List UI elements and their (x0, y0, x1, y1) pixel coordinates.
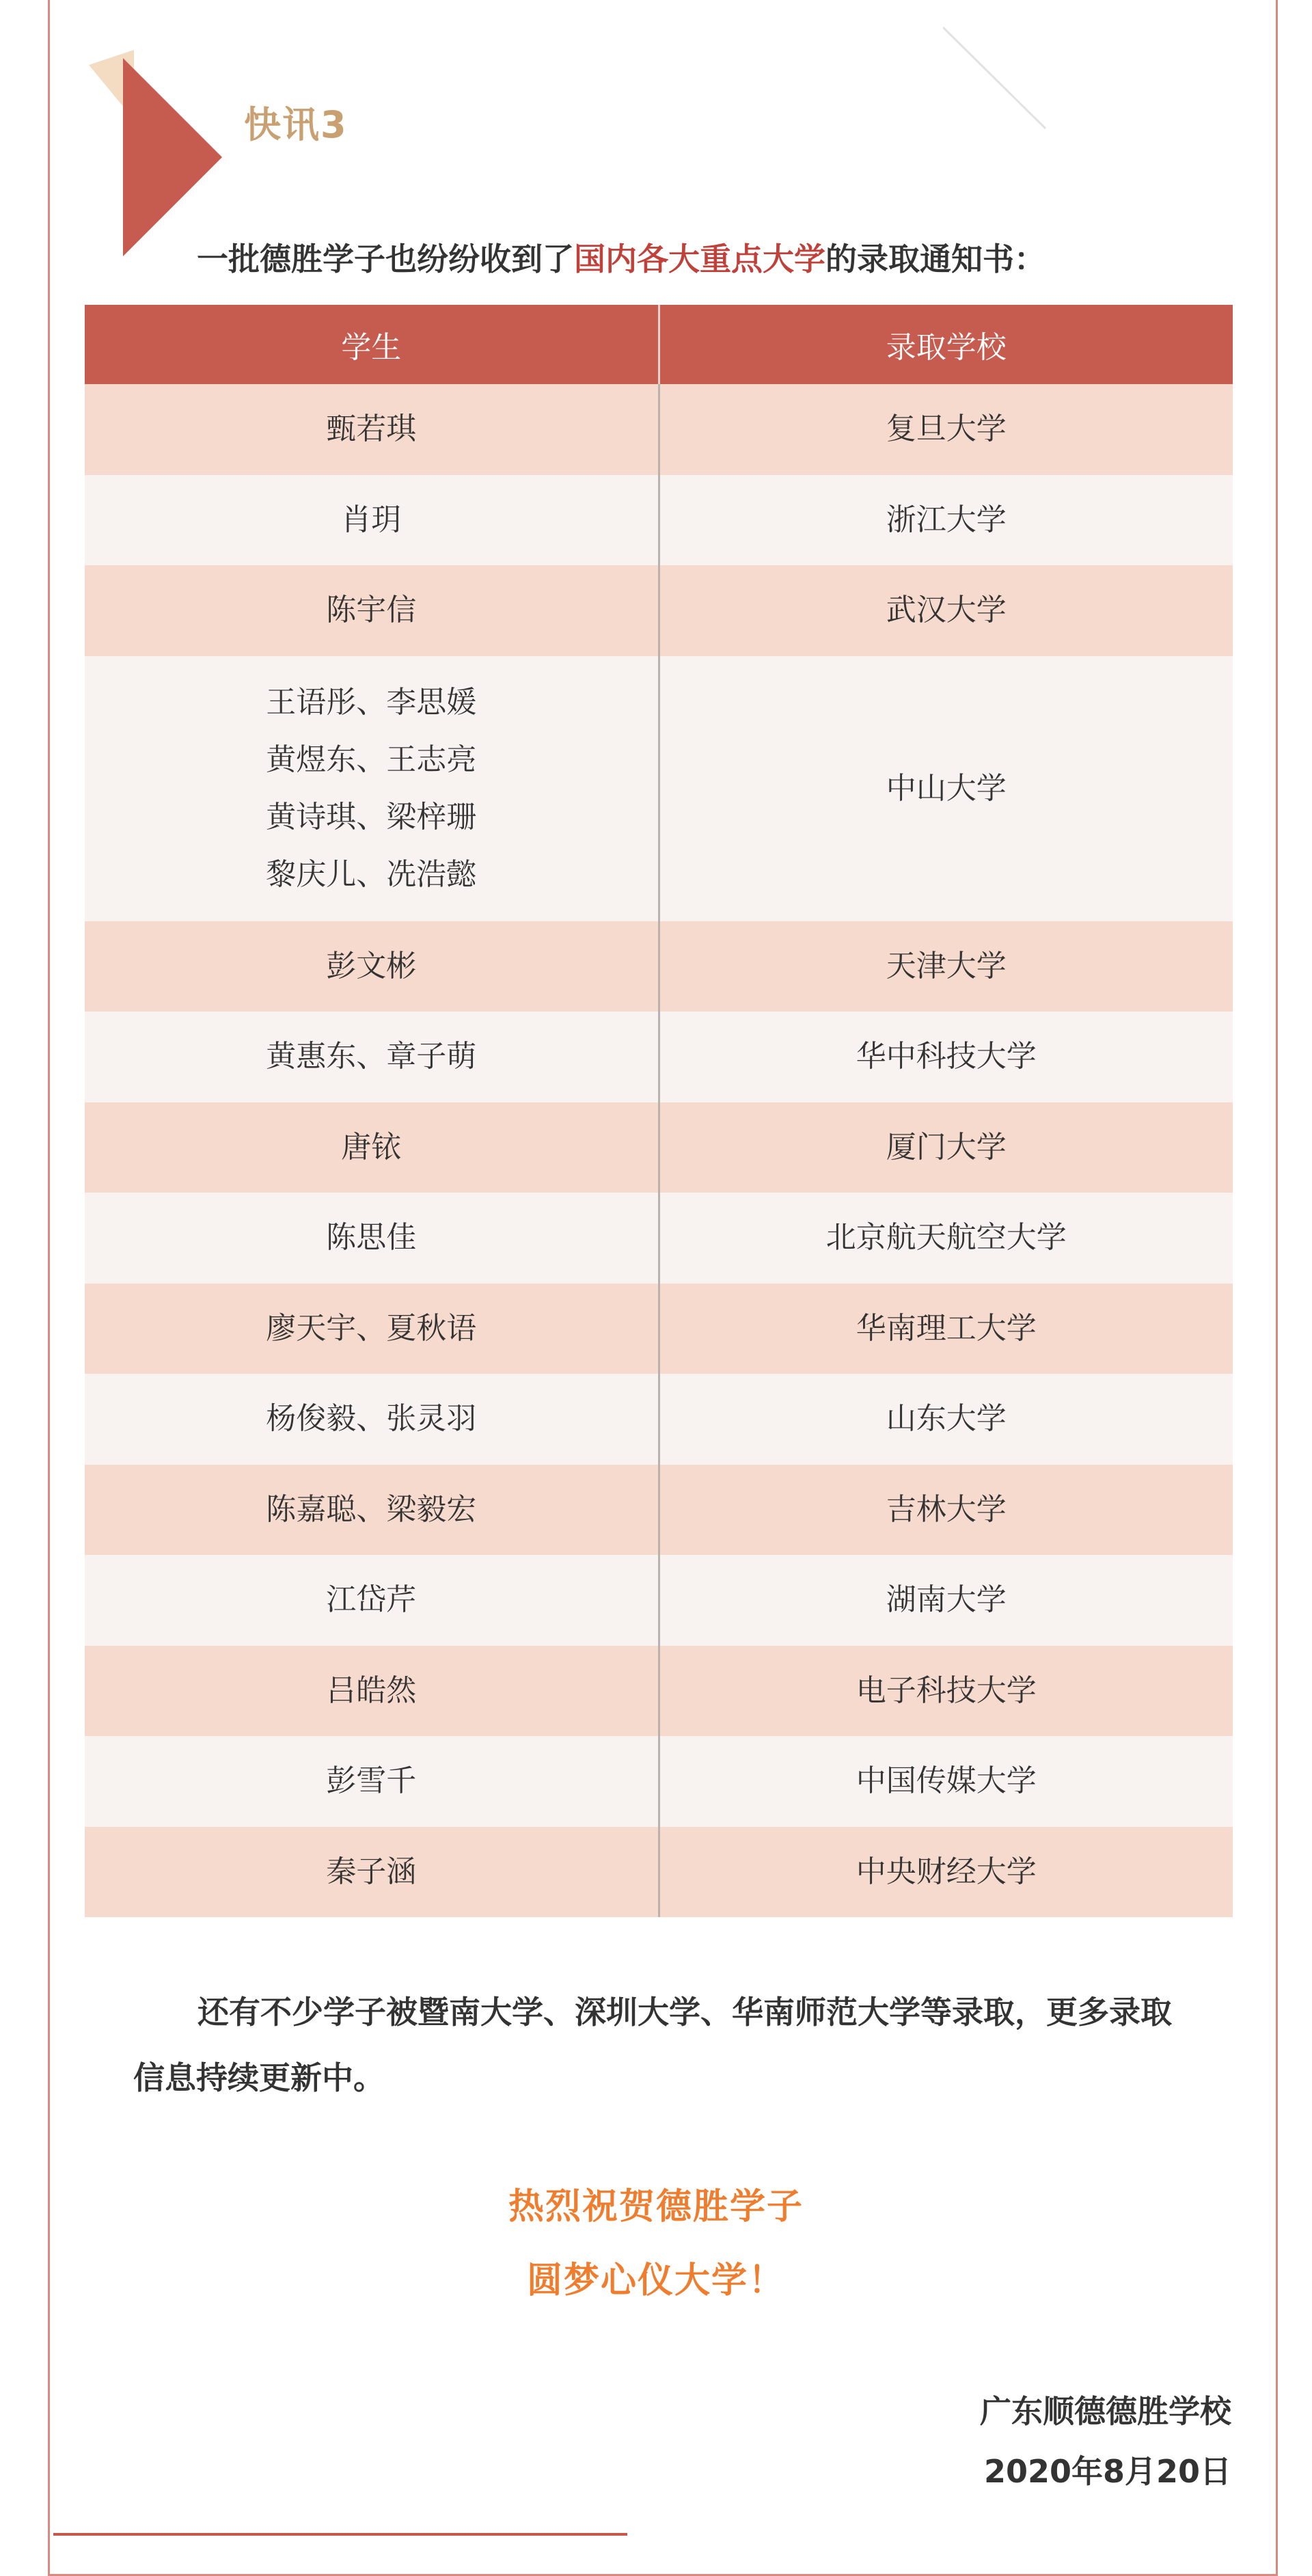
table-row (85, 656, 1233, 921)
diagonal-line-decoration-icon (943, 26, 1059, 135)
school-cell: 武汉大学 (659, 565, 1233, 656)
admission-table (85, 305, 1233, 1917)
student-name: 秦子涵 (326, 1854, 417, 1889)
student-name: 陈嘉聪、梁毅宏 (266, 1491, 477, 1527)
congrats-line-1: 热烈祝贺德胜学子 (508, 2186, 804, 2227)
student-cell (85, 1736, 659, 1827)
table-row (85, 1646, 1233, 1737)
school-cell: 华中科技大学 (659, 1012, 1233, 1102)
student-name: 肖玥 (341, 502, 402, 537)
intro-after: 的录取通知书： (825, 241, 1046, 277)
bottom-divider (53, 2533, 627, 2536)
closing-paragraph: 还有不少学子被暨南大学、深圳大学、华南师范大学等录取，更多录取信息持续更新中。 (133, 1994, 1172, 2096)
student-cell (85, 656, 659, 921)
student-cell (85, 1102, 659, 1193)
school-cell: 电子科技大学 (659, 1646, 1233, 1737)
student-cell (85, 1827, 659, 1918)
student-name: 廖天宇、夏秋语 (266, 1310, 477, 1346)
triangle-decoration-icon (82, 38, 239, 263)
table-row (85, 1102, 1233, 1193)
school-cell: 中山大学 (659, 656, 1233, 921)
student-cell (85, 1012, 659, 1102)
student-cell (85, 475, 659, 566)
student-name: 彭雪千 (326, 1763, 417, 1799)
student-name: 甄若琪 (326, 411, 417, 447)
student-cell (85, 1284, 659, 1374)
student-cell (85, 565, 659, 656)
school-cell: 中央财经大学 (659, 1827, 1233, 1918)
table-row (85, 565, 1233, 656)
student-name: 黄诗琪、梁梓珊 (266, 799, 477, 835)
table-row (85, 921, 1233, 1012)
congrats-line-2: 圆梦心仪大学！ (526, 2260, 785, 2301)
student-name: 唐铱 (341, 1129, 402, 1165)
student-cell (85, 1646, 659, 1737)
student-name: 陈宇信 (326, 593, 417, 628)
table-body (85, 384, 1233, 1917)
student-cell (85, 921, 659, 1012)
student-name: 黄惠东、章子萌 (266, 1039, 477, 1074)
signature-school: 广东顺德德胜学校 (980, 2393, 1231, 2430)
school-cell: 浙江大学 (659, 475, 1233, 566)
student-cell (85, 1374, 659, 1465)
school-cell: 复旦大学 (659, 384, 1233, 475)
table-row (85, 1736, 1233, 1827)
table-header-row (85, 305, 1233, 384)
intro-before: 一批德胜学子也纷纷收到了 (197, 241, 574, 277)
table-row (85, 1465, 1233, 1556)
school-cell: 厦门大学 (659, 1102, 1233, 1193)
table-row (85, 1374, 1233, 1465)
school-cell: 华南理工大学 (659, 1284, 1233, 1374)
student-cell (85, 1465, 659, 1556)
school-cell: 天津大学 (659, 921, 1233, 1012)
student-cell (85, 1555, 659, 1646)
table-row (85, 384, 1233, 475)
table-row (85, 1193, 1233, 1284)
table-row (85, 1012, 1233, 1102)
table-row (85, 1555, 1233, 1646)
header-students: 学生 (85, 305, 659, 384)
table-row (85, 475, 1233, 566)
student-name: 彭文彬 (326, 948, 417, 984)
header-school: 录取学校 (659, 305, 1233, 384)
school-cell: 山东大学 (659, 1374, 1233, 1465)
student-name: 吕皓然 (326, 1672, 417, 1708)
student-name: 王语彤、李思媛 (266, 684, 477, 720)
table-row (85, 1827, 1233, 1918)
section-title: 快讯3 (244, 103, 348, 146)
student-cell (85, 384, 659, 475)
school-cell: 湖南大学 (659, 1555, 1233, 1646)
school-cell: 吉林大学 (659, 1465, 1233, 1556)
student-name: 黎庆儿、冼浩懿 (266, 856, 477, 892)
student-name: 陈思佳 (326, 1220, 417, 1256)
student-cell (85, 1193, 659, 1284)
table-row (85, 1284, 1233, 1374)
school-cell: 中国传媒大学 (659, 1736, 1233, 1827)
signature-date: 2020年8月20日 (983, 2453, 1231, 2490)
intro-highlight: 国内各大重点大学 (574, 241, 825, 277)
school-cell: 北京航天航空大学 (659, 1193, 1233, 1284)
student-name: 江岱芹 (326, 1582, 417, 1618)
student-name: 黄煜东、王志亮 (266, 742, 477, 777)
student-name: 杨俊毅、张灵羽 (266, 1401, 477, 1437)
intro-text (197, 234, 1046, 280)
